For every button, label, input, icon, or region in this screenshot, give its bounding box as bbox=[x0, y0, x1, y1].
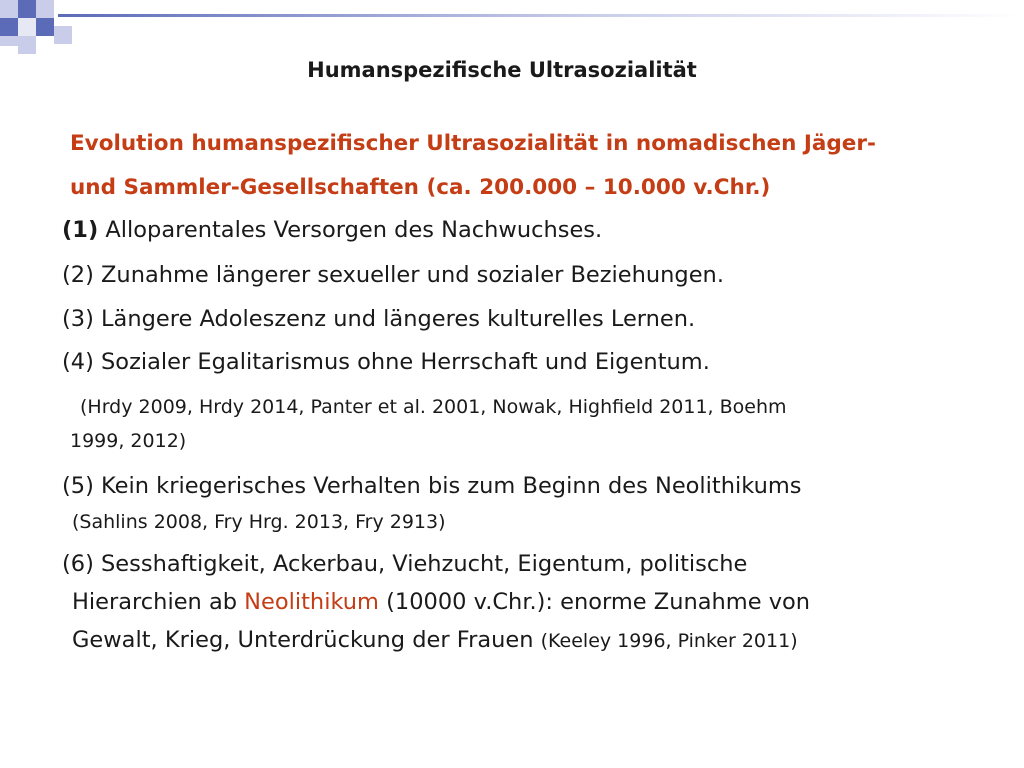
deco-square bbox=[36, 0, 54, 18]
top-rule bbox=[58, 14, 1024, 17]
list-item-6-cont bbox=[72, 583, 810, 621]
list-item-6-cont bbox=[72, 621, 798, 660]
reference-item-5: (Sahlins 2008, Fry Hrg. 2013, Fry 2913) bbox=[72, 511, 446, 533]
deco-square bbox=[36, 18, 54, 36]
deco-square bbox=[0, 36, 18, 46]
list-item-1 bbox=[62, 211, 602, 249]
reference-item-4-cont: 1999, 2012) bbox=[70, 430, 187, 452]
deco-square bbox=[54, 26, 72, 44]
deco-square bbox=[0, 18, 18, 36]
list-item-2: (2) Zunahme längerer sexueller und sozialer Beziehungen. bbox=[62, 262, 724, 288]
subtitle-line: Evolution humanspezifischer Ultrasozialität in nomadischen Jäger- bbox=[70, 131, 876, 156]
deco-square bbox=[18, 0, 36, 18]
slide-title: Humanspezifische Ultrasozialität bbox=[307, 58, 697, 82]
deco-square bbox=[18, 36, 36, 54]
list-item-5: (5) Kein kriegerisches Verhalten bis zum Beginn des Neolithikums bbox=[62, 473, 802, 499]
item-number: (1) bbox=[62, 217, 99, 243]
list-item-6: (6) Sesshaftigkeit, Ackerbau, Viehzucht, Eigentum, politische bbox=[62, 551, 748, 577]
item-text: Gewalt, Krieg, Unterdrückung der Frauen bbox=[72, 627, 541, 653]
deco-square bbox=[18, 18, 36, 36]
subtitle-line: und Sammler-Gesellschaften (ca. 200.000 – 10.000 v.Chr.) bbox=[70, 175, 771, 200]
slide-subtitle bbox=[70, 122, 990, 210]
reference-item-4: (Hrdy 2009, Hrdy 2014, Panter et al. 2001, Nowak, Highfield 2011, Boehm bbox=[80, 396, 787, 418]
item-text: (10000 v.Chr.): enorme Zunahme von bbox=[378, 589, 811, 615]
item-text: Alloparentales Versorgen des Nachwuchses. bbox=[98, 217, 603, 243]
list-item-4: (4) Sozialer Egalitarismus ohne Herrschaft und Eigentum. bbox=[62, 349, 710, 375]
item-text: Hierarchien ab bbox=[72, 589, 245, 615]
highlight-neolithikum: Neolithikum bbox=[244, 589, 379, 615]
deco-square bbox=[0, 0, 18, 18]
reference-item-6: (Keeley 1996, Pinker 2011) bbox=[540, 630, 798, 652]
list-item-3: (3) Längere Adoleszenz und längeres kulturelles Lernen. bbox=[62, 306, 696, 332]
